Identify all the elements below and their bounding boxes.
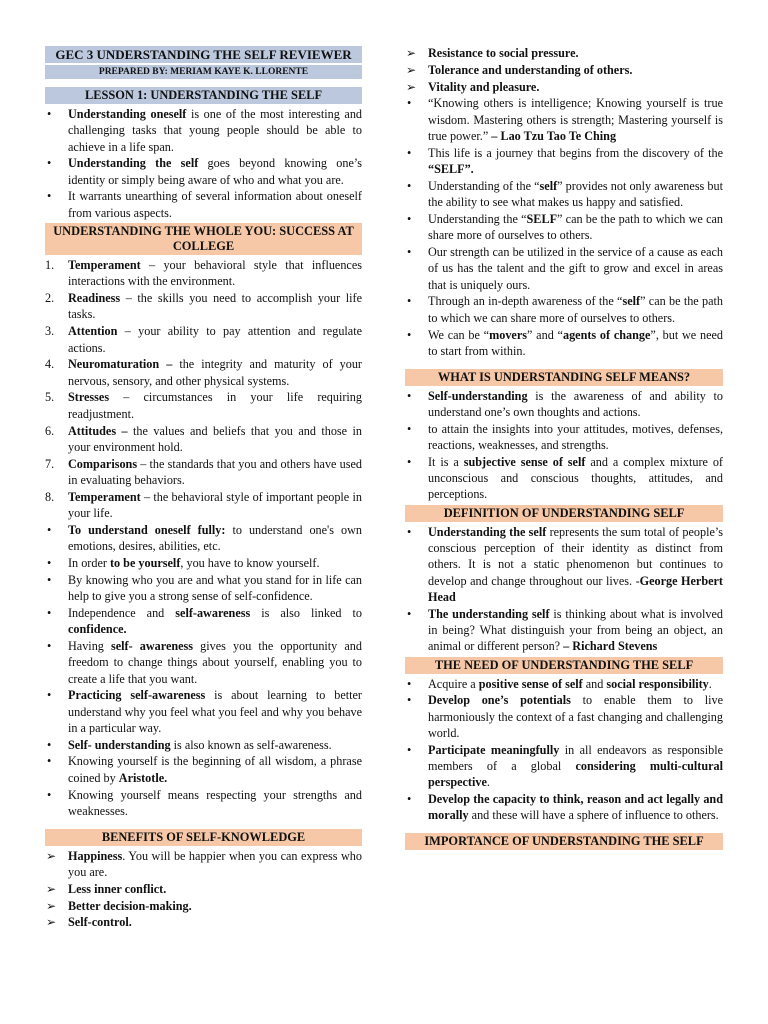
item-text: is also linked to	[250, 605, 362, 620]
list-item	[405, 95, 723, 144]
item-text: is also known as self-awareness.	[170, 737, 332, 752]
benefits-continued-list	[405, 45, 723, 95]
bold-text: self- awareness	[111, 638, 194, 653]
bold-text: movers	[489, 327, 527, 342]
list-item	[405, 79, 723, 95]
lesson-header: LESSON 1: UNDERSTANDING THE SELF	[45, 87, 362, 104]
need-list	[405, 676, 723, 824]
numbered-item	[45, 489, 362, 522]
bold-text: To understand oneself fully:	[68, 522, 226, 537]
bold-text: Understanding the self	[68, 156, 199, 171]
bold-text: Develop one’s potentials	[428, 693, 571, 708]
term: Comparisons	[68, 456, 138, 471]
item-text: This life is a journey that begins from the discovery of the	[428, 145, 723, 160]
bullet-icon: •	[407, 388, 412, 403]
definition-header: DEFINITION OF UNDERSTANDING SELF	[405, 505, 723, 522]
bold-text: – Lao Tzu Tao Te Ching	[491, 128, 617, 143]
bold-text: Less inner conflict.	[68, 881, 167, 896]
bold-text: considering multi-cultural perspective	[428, 759, 724, 790]
document-author: PREPARED BY: MERIAM KAYE K. LLORENTE	[45, 65, 362, 79]
item-text: Knowing yourself is the beginning of all wisdom, a phrase coined by	[68, 754, 362, 785]
benefits-list	[45, 848, 362, 931]
bold-text: subjective sense of self	[463, 454, 586, 469]
numbered-item	[45, 423, 362, 456]
bullet-icon: •	[47, 605, 52, 620]
bullet-icon: •	[407, 421, 412, 436]
item-number: 2.	[45, 291, 55, 306]
list-item	[405, 606, 723, 655]
item-text: By knowing who you are and what you stand for in life can help to give you a strong sense of self-confidence.	[68, 572, 362, 604]
list-item	[405, 524, 723, 605]
item-text: Understanding of the “	[428, 178, 540, 193]
document-title: GEC 3 UNDERSTANDING THE SELF REVIEWER	[45, 46, 362, 63]
numbered-item	[45, 456, 362, 489]
term: Attitudes –	[68, 423, 128, 438]
bullet-icon: •	[47, 156, 52, 171]
arrow-bullet-icon: ➢	[46, 848, 57, 863]
bold-text: SELF	[526, 211, 558, 226]
item-text: is the awareness of and ability to understand one’s own thoughts and actions.	[428, 388, 723, 419]
list-item	[405, 454, 723, 503]
numbered-item	[45, 290, 362, 323]
bold-text: Aristotle.	[118, 770, 168, 785]
lesson-list	[45, 106, 362, 221]
bold-text: positive sense of self	[478, 676, 583, 691]
need-header: THE NEED OF UNDERSTANDING THE SELF	[405, 657, 723, 674]
definition: – your ability to pay attention and regulate actions.	[68, 324, 362, 355]
item-text: It is a	[428, 454, 464, 469]
bold-text: – Richard Stevens	[563, 639, 658, 654]
item-text: Acquire a	[428, 676, 479, 691]
item-number: 1.	[45, 258, 55, 273]
item-text: We can be “	[428, 327, 490, 342]
list-item	[405, 145, 723, 178]
bold-text: George Herbert Head	[428, 573, 723, 604]
list-item	[45, 737, 362, 753]
bold-text: Better decision-making.	[68, 898, 192, 913]
list-item	[45, 848, 362, 881]
item-number: 3.	[45, 324, 55, 339]
item-text: Understanding the “	[428, 211, 527, 226]
bold-text: Practicing self-awareness	[68, 688, 206, 703]
bullet-icon: •	[407, 178, 412, 193]
bullet-icon: •	[407, 676, 412, 691]
item-text: in all endeavors as responsible members of a global	[428, 742, 723, 774]
definition: – circumstances in your life requiring readjustment.	[68, 390, 362, 421]
bold-text: self	[539, 178, 558, 193]
list-item	[405, 692, 723, 741]
item-text: to understand one's own emotions, desires, abilities, etc.	[68, 522, 362, 554]
item-text: and	[582, 676, 607, 691]
term: Attention	[68, 324, 118, 339]
list-item	[45, 155, 362, 188]
list-item	[405, 293, 723, 326]
bullet-icon: •	[407, 245, 412, 260]
item-text: , you have to know yourself.	[180, 555, 320, 570]
bullet-icon: •	[407, 524, 412, 539]
item-text: and these will have a sphere of influence to others.	[468, 808, 719, 823]
bullet-icon: •	[47, 189, 52, 204]
item-number: 8.	[45, 489, 55, 504]
bold-text: Self-control.	[68, 915, 132, 930]
bullet-icon: •	[47, 555, 52, 570]
list-item	[45, 106, 362, 155]
bold-text: Understanding oneself	[68, 107, 187, 121]
bullet-icon: •	[47, 572, 52, 587]
bullet-icon: •	[47, 787, 52, 802]
list-item	[405, 421, 723, 454]
bold-text: Self- understanding	[68, 737, 171, 752]
definition: the values and beliefs that you and those in your environment hold.	[68, 423, 362, 454]
list-item	[405, 791, 723, 824]
list-item	[405, 327, 723, 360]
bullet-icon: •	[47, 688, 52, 703]
item-text: is one of the most interesting and challenging tasks that young people should be able to achieve in a life span.	[68, 107, 363, 154]
item-text: Knowing yourself means respecting your strengths and weaknesses.	[68, 787, 362, 818]
bullet-icon: •	[407, 211, 412, 226]
definition: – the behavioral style of important people in your life.	[68, 489, 362, 521]
item-text: .	[486, 775, 490, 790]
item-text: Through an in-depth awareness of the “	[428, 294, 623, 309]
what-is-header: WHAT IS UNDERSTANDING SELF MEANS?	[405, 369, 723, 386]
item-text: and a complex mixture of unconscious and conscious thoughts, attitudes, and perceptions.	[428, 454, 723, 502]
right-column	[405, 45, 723, 852]
list-item	[45, 753, 362, 786]
numbered-item	[45, 323, 362, 356]
bullet-icon: •	[47, 638, 52, 653]
bold-text: agents of change	[562, 327, 651, 342]
term: Stresses	[68, 390, 110, 405]
item-text: ” can be the path to which we can share more of ourselves to others.	[428, 211, 723, 243]
whole-you-header: UNDERSTANDING THE WHOLE YOU: SUCCESS AT COLLEGE	[45, 223, 362, 255]
bullet-icon: •	[407, 792, 412, 807]
what-is-list	[405, 388, 723, 503]
definition: the integrity and maturity of your nervous, sensory, and other physical systems.	[68, 357, 362, 388]
term: Neuromaturation –	[68, 357, 173, 372]
list-item	[405, 178, 723, 211]
definition-list	[405, 524, 723, 655]
item-text: “Knowing others is intelligence; Knowing yourself is true wisdom. Mastering others is strength; Mastering yourself is true power.”	[428, 96, 723, 143]
list-item	[405, 742, 723, 791]
list-item	[45, 914, 362, 930]
bold-text: Vitality and pleasure.	[428, 79, 540, 94]
list-item	[45, 188, 362, 221]
item-number: 4.	[45, 357, 55, 372]
arrow-bullet-icon: ➢	[46, 881, 57, 896]
bold-text: self	[622, 294, 641, 309]
bold-text: self-awareness	[175, 605, 251, 620]
bold-text: Participate meaningfully	[428, 742, 560, 757]
list-item	[45, 605, 362, 638]
bullet-icon: •	[407, 96, 412, 111]
bullet-icon: •	[407, 327, 412, 342]
item-number: 5.	[45, 390, 55, 405]
list-item	[405, 244, 723, 293]
item-text: It warrants unearthing of several information about oneself from various aspects.	[68, 189, 362, 220]
benefits-header: BENEFITS OF SELF-KNOWLEDGE	[45, 829, 362, 846]
list-item	[45, 572, 362, 605]
self-quotes-list	[405, 95, 723, 359]
item-text: is about learning to better understand why you feel what you feel and why you behave in a particular way.	[68, 688, 362, 735]
definition: – your behavioral style that influences interactions with the environment.	[68, 258, 362, 289]
item-text: represents the sum total of people’s conscious perception of their identity as distinct from others. It is not a static phenomenon but continues to develop and change throughout our lives. -	[428, 524, 723, 588]
term: Temperament	[68, 489, 141, 504]
bullet-icon: •	[407, 454, 412, 469]
numbered-item	[45, 389, 362, 422]
item-text: Having	[68, 638, 111, 653]
left-column	[45, 44, 362, 931]
item-text: goes beyond knowing one’s identity or simply being aware of who and what you are.	[68, 156, 362, 187]
bullet-icon: •	[407, 145, 412, 160]
item-text: ” can be the path to which we can share more of ourselves to others.	[428, 294, 724, 325]
list-item	[45, 898, 362, 914]
arrow-bullet-icon: ➢	[46, 915, 57, 930]
item-text: . You will be happier when you can express who you are.	[68, 848, 362, 879]
list-item	[45, 638, 362, 687]
whole-you-numbered-list	[45, 257, 362, 521]
arrow-bullet-icon: ➢	[406, 46, 417, 60]
bullet-icon: •	[407, 294, 412, 309]
item-text: gives you the opportunity and freedom to change things about yourself, enabling you to create a life that you want.	[68, 638, 362, 686]
list-item	[45, 522, 362, 555]
bullet-icon: •	[407, 742, 412, 757]
whole-you-bullet-list	[45, 522, 362, 819]
item-text: In order	[68, 555, 110, 570]
bold-text: to be yourself	[109, 555, 181, 570]
importance-header: IMPORTANCE OF UNDERSTANDING THE SELF	[405, 833, 723, 850]
list-item	[405, 676, 723, 692]
numbered-item	[45, 257, 362, 290]
arrow-bullet-icon: ➢	[406, 79, 417, 94]
item-number: 6.	[45, 423, 55, 438]
bullet-icon: •	[47, 107, 52, 121]
list-item	[45, 555, 362, 571]
arrow-bullet-icon: ➢	[46, 898, 57, 913]
item-number: 7.	[45, 456, 55, 471]
item-text: to attain the insights into your attitudes, motives, defenses, reactions, weaknesses, and strengths.	[428, 421, 723, 453]
bold-text: Resistance to social pressure.	[428, 46, 579, 60]
bold-text: Understanding the self	[428, 524, 547, 539]
item-text: .	[708, 676, 712, 691]
list-item	[45, 881, 362, 897]
bullet-icon: •	[47, 737, 52, 752]
list-item	[45, 687, 362, 736]
item-text: ” provides not only awareness but the ability to see what makes us happy and satisfied.	[428, 178, 723, 210]
bold-text: confidence.	[68, 622, 127, 637]
item-text: to enable them to live harmoniously the context of a fast changing and challenging world.	[428, 693, 723, 740]
bold-text: “SELF”.	[428, 162, 474, 177]
definition: – the standards that you and others have used in evaluating behaviors.	[68, 456, 362, 487]
list-item	[405, 211, 723, 244]
numbered-item	[45, 356, 362, 389]
item-text: Independence and	[68, 605, 176, 620]
list-item	[405, 45, 723, 61]
bold-text: social responsibility	[606, 676, 709, 691]
bold-text: Tolerance and understanding of others.	[428, 62, 633, 77]
item-text: is thinking about what is involved in being? What distinguish your from being an object, an animal or different person?	[428, 606, 723, 654]
bold-text: Self-understanding	[428, 388, 528, 403]
definition: – the skills you need to accomplish your life tasks.	[68, 291, 362, 322]
term: Readiness	[68, 291, 121, 306]
term: Temperament	[68, 258, 141, 273]
bold-text: Happiness	[68, 848, 123, 863]
item-text: ” and “	[527, 327, 563, 342]
arrow-bullet-icon: ➢	[406, 62, 417, 77]
bullet-icon: •	[407, 606, 412, 621]
list-item	[45, 787, 362, 820]
bold-text: The understanding self	[428, 606, 550, 621]
bullet-icon: •	[47, 754, 52, 769]
bullet-icon: •	[47, 522, 52, 537]
list-item	[405, 62, 723, 78]
bold-text: Develop the capacity to think, reason and act legally and morally	[428, 792, 723, 823]
item-text: ”, but we need to start from within.	[428, 327, 723, 358]
item-text: Our strength can be utilized in the service of a cause as each of us has the talent and the gift to grow and excel in areas that is uniquely ours.	[428, 245, 723, 292]
bullet-icon: •	[407, 693, 412, 708]
list-item	[405, 388, 723, 421]
